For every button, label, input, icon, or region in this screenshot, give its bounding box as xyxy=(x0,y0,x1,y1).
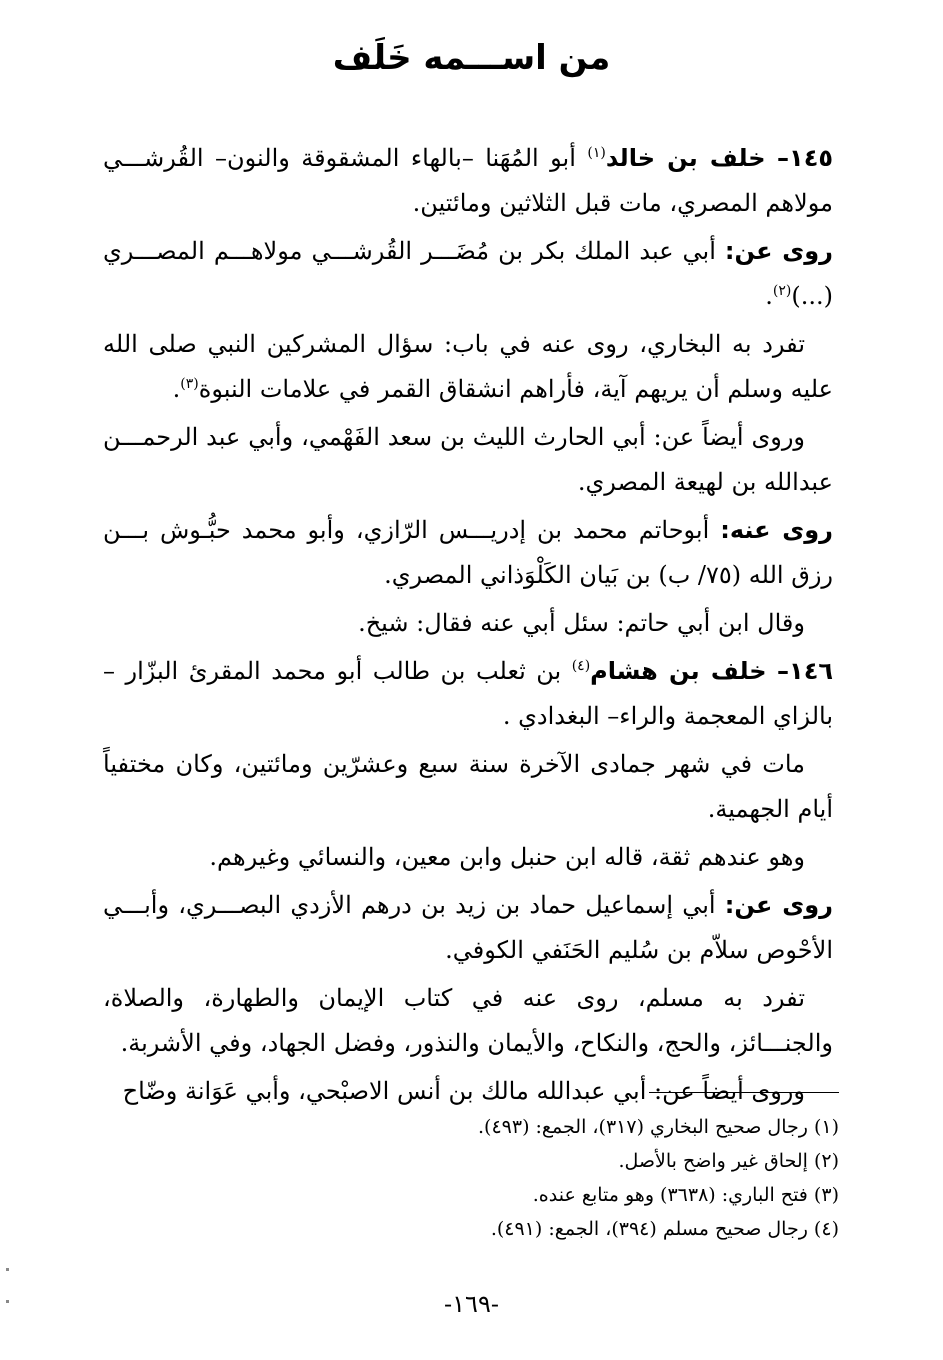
entry-145-narrated-by xyxy=(103,508,833,598)
narrated-by-label: روى عنه: xyxy=(720,516,833,544)
narrated-from-label: روى عن: xyxy=(724,891,833,919)
entry-name: خلف بن هشام xyxy=(590,657,767,685)
footnote-separator xyxy=(649,1092,839,1093)
entry-number: ١٤٥– xyxy=(777,144,833,172)
sentence-end: . xyxy=(172,375,181,403)
sentence-end: . xyxy=(765,282,773,310)
entry-145-narrated-from xyxy=(103,229,833,319)
entry-description: بن ثعلب بن طالب أبو محمد المقرئ البزّار – بالزاي المعجمة والراء– البغدادي . xyxy=(103,657,833,730)
narrated-from-text: أبي إسماعيل حماد بن زيد بن درهم الأزدي البصـــري، وأبـــي الأحْوص سلاّم بن سُليم الحَنَفي الكوفي. xyxy=(103,891,833,964)
page-number: -١٦٩- xyxy=(444,1290,499,1318)
unique-text: تفرد به البخاري، روى عنه في باب: سؤال المشركين النبي صلى الله عليه وسلم أن يريهم آية، فأراهم انشقاق القمر في علامات النبوة xyxy=(103,330,833,403)
page-title: من اســـمه خَلَف xyxy=(332,38,611,78)
entry-145-heading xyxy=(103,136,833,226)
footnote-4: (٤) رجال صحيح مسلم (٣٩٤)، الجمع: (٤٩١). xyxy=(490,1218,839,1240)
footnote-ref: (٤) xyxy=(571,658,591,674)
entry-145-said: وقال ابن أبي حاتم: سئل أبي عنه فقال: شيخ. xyxy=(358,609,805,637)
footnote-1: (١) رجال صحيح البخاري (٣١٧)، الجمع: (٤٩٣). xyxy=(477,1116,839,1138)
entry-146-died: مات في شهر جمادى الآخرة سنة سبع وعشرّين ومائتين، وكان مختفياً أيام الجهمية. xyxy=(103,750,833,823)
footnote-ref: (٢) xyxy=(772,283,792,299)
entry-146-narrated-from xyxy=(103,883,833,973)
narrated-from-label: روى عن: xyxy=(724,237,833,265)
page-body xyxy=(103,136,833,1117)
footnote-ref: (٣) xyxy=(180,376,199,392)
footnote-ref: (١) xyxy=(587,145,606,161)
entry-number: ١٤٦– xyxy=(777,657,833,685)
entry-146-unique: تفرد به مسلم، روى عنه في كتاب الإيمان والطهارة، والصلاة، والجنـــائز، والحج، والنكاح، والأيمان والنذور، وفضل الجهاد، وفي الأشربة. xyxy=(103,984,833,1057)
entry-description: أبو المُهَنا –بالهاء المشقوقة والنون– القُرشـــي مولاهم المصري، مات قبل الثلاثين ومائتين. xyxy=(103,144,833,217)
narrated-by-text: أبوحاتم محمد بن إدريـــس الرّازي، وأبو محمد حبُّـوش بـــن رزق الله (٧٥/ ب) بن بَيان الكَلْوَذاني المصري. xyxy=(103,516,833,589)
footnote-2: (٢) إلحاق غير واضح بالأصل. xyxy=(618,1150,839,1172)
scan-speck xyxy=(6,1268,9,1271)
entry-name: خلف بن خالد xyxy=(605,144,766,172)
narrated-from-text: أبي عبد الملك بكر بن مُضَـــر القُرشـــي مولاهـــم المصـــري (...) xyxy=(103,237,833,310)
entry-145-unique xyxy=(103,322,833,412)
scan-speck xyxy=(6,1300,9,1303)
entry-145-also: وروى أيضاً عن: أبي الحارث الليث بن سعد الفَهْمي، وأبي عبد الرحمـــن عبدالله بن لهيعة المصري. xyxy=(103,423,833,496)
footnotes xyxy=(109,1110,839,1246)
entry-146-heading xyxy=(103,649,833,739)
footnote-3: (٣) فتح الباري: (٣٦٣٨) وهو متابع عنده. xyxy=(532,1184,839,1206)
entry-146-trust: وهو عندهم ثقة، قاله ابن حنبل وابن معين، والنسائي وغيرهم. xyxy=(209,843,805,871)
entry-146-also: وروى أيضاً عن: أبي عبدالله مالك بن أنس الاصبْحي، وأبي عَوَانة وضّاح xyxy=(122,1077,805,1105)
